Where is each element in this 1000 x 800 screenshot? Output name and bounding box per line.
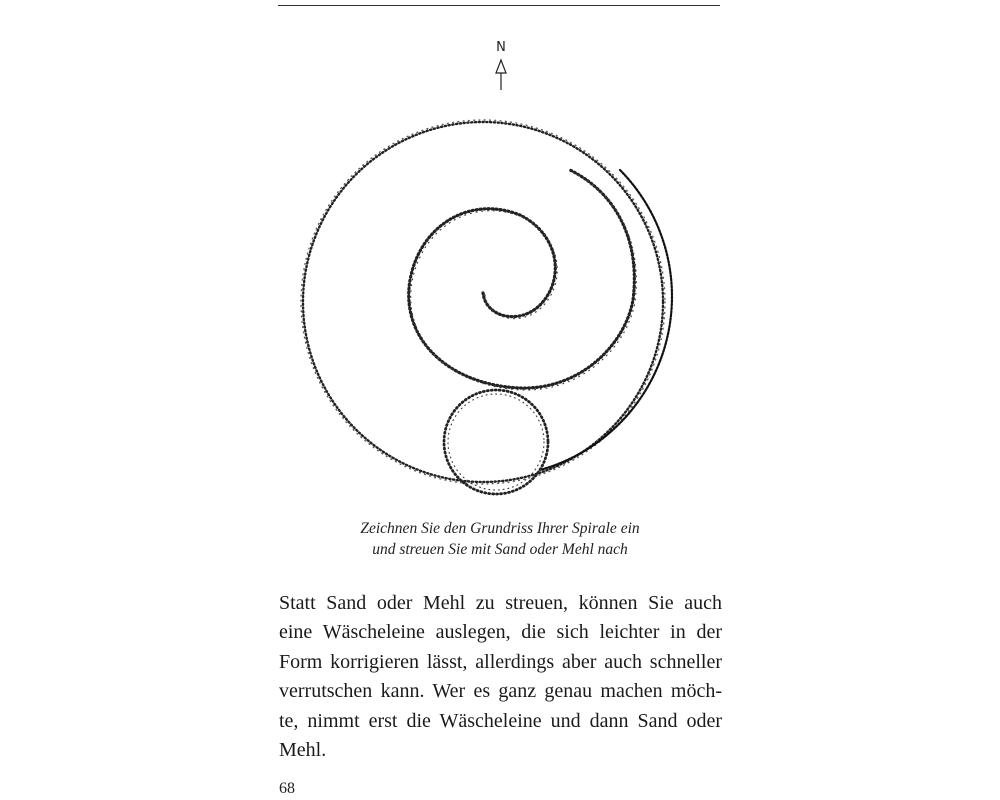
body-line: Statt Sand oder Mehl zu streuen, können Sie auch <box>279 592 722 614</box>
body-line: verrutschen kann. Wer es ganz genau machen möch- <box>279 680 722 703</box>
north-arrow-icon <box>496 60 506 90</box>
body-line: Mehl. <box>279 739 327 762</box>
outer-circle-dark-edge <box>540 170 672 470</box>
top-rule <box>278 5 720 6</box>
entrance-circle <box>444 390 548 494</box>
body-line: Form korrigieren lässt, allerdings aber auch schneller <box>279 650 722 673</box>
body-line: eine Wäscheleine auslegen, die sich leichter in der <box>279 621 722 644</box>
spiral-figure <box>280 30 720 510</box>
body-paragraph <box>279 589 722 765</box>
outer-circle <box>303 122 663 482</box>
body-line: te, nimmt erst die Wäscheleine und dann Sand oder <box>279 709 722 732</box>
caption-line: Zeichnen Sie den Grundriss Ihrer Spirale ein <box>360 520 640 537</box>
page-number: 68 <box>279 780 295 797</box>
caption-line: und streuen Sie mit Sand oder Mehl nach <box>372 541 628 558</box>
spiral-path <box>409 170 635 388</box>
north-label: N <box>496 40 506 55</box>
figure-caption <box>280 518 720 560</box>
